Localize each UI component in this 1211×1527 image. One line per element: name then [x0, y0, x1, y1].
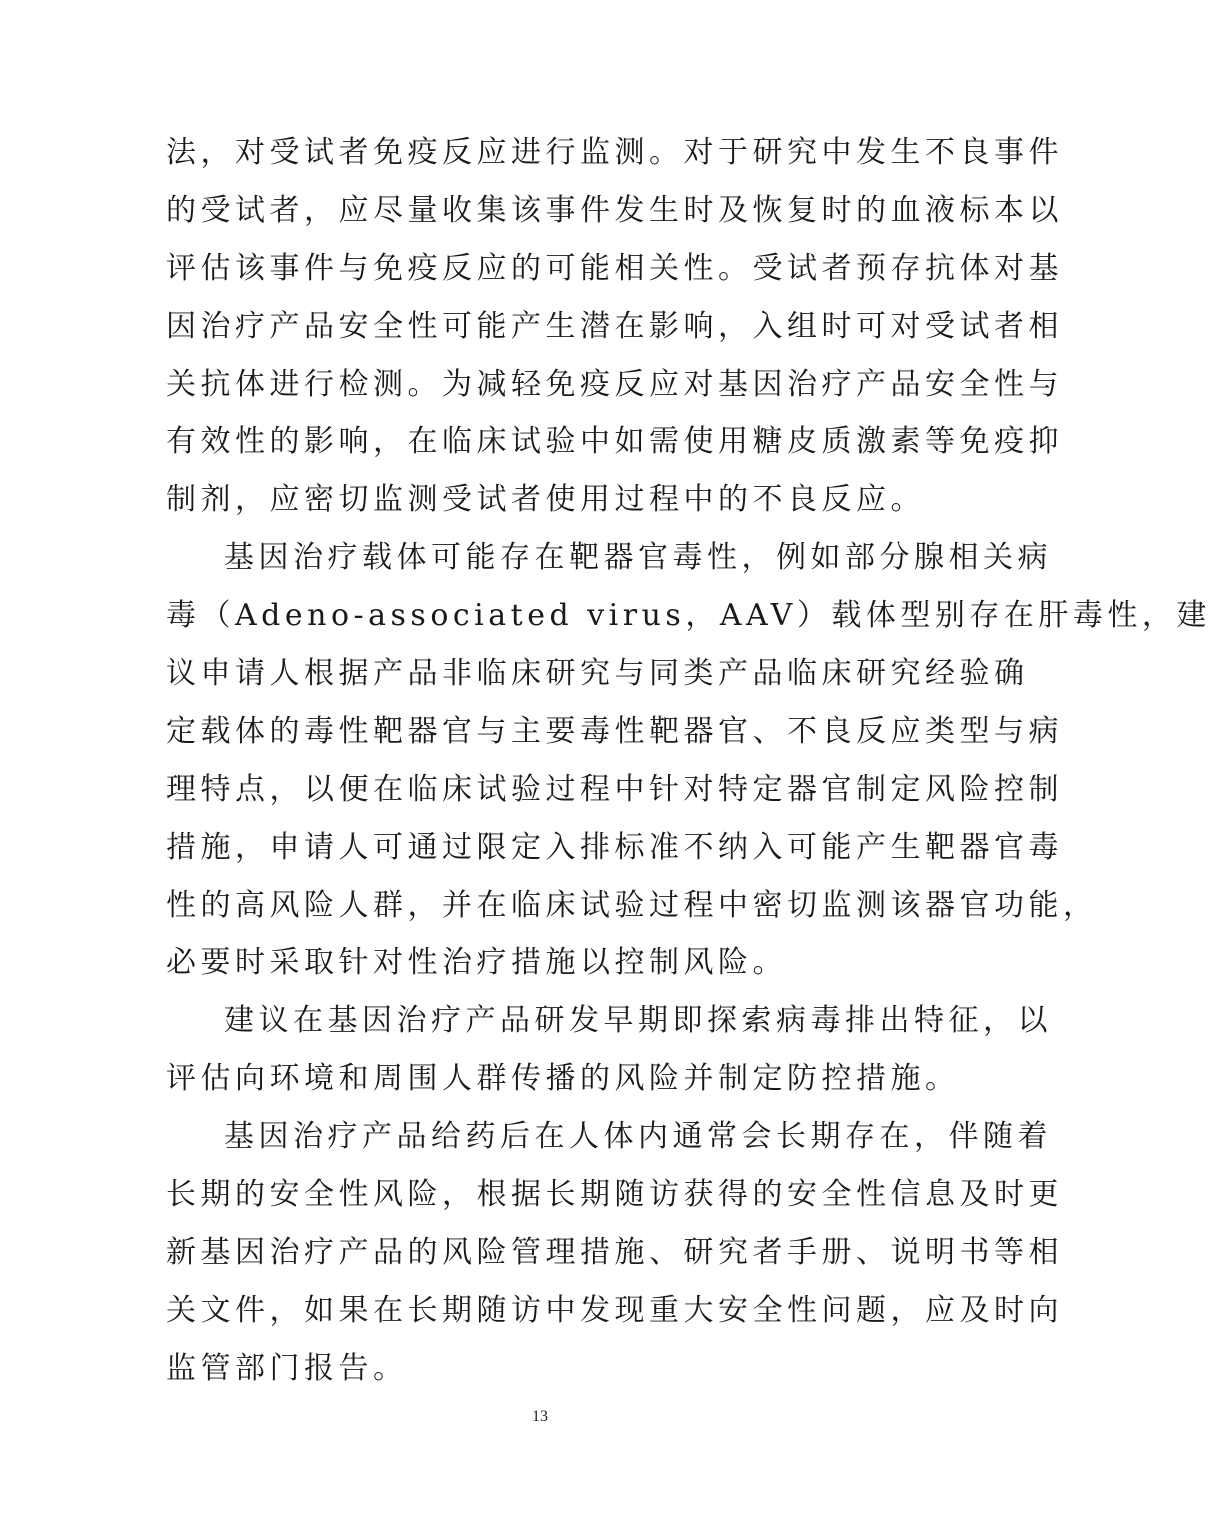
- text-line: 制剂，应密切监测受试者使用过程中的不良反应。: [166, 482, 925, 518]
- page-number: 13: [532, 1408, 548, 1425]
- text-line: 监管部门报告。: [166, 1350, 408, 1386]
- text-line: 定载体的毒性靶器官与主要毒性靶器官、不良反应类型与病: [166, 713, 1063, 749]
- text-line: 性的高风险人群，并在临床试验过程中密切监测该器官功能，: [166, 887, 1098, 923]
- text-line: 长期的安全性风险，根据长期随访获得的安全性信息及时更: [166, 1177, 1063, 1213]
- text-line: 的受试者，应尽量收集该事件发生时及恢复时的血液标本以: [166, 192, 1063, 228]
- text-line: 关抗体进行检测。为减轻免疫反应对基因治疗产品安全性与: [166, 366, 1063, 402]
- text-line: 理特点，以便在临床试验过程中针对特定器官制定风险控制: [166, 771, 1063, 807]
- text-line: 毒（Adeno-associated virus，AAV）载体型别存在肝毒性，建: [166, 598, 1211, 634]
- text-line: 评估向环境和周围人群传播的风险并制定防控措施。: [166, 1061, 960, 1097]
- text-line: 新基因治疗产品的风险管理措施、研究者手册、说明书等相: [166, 1234, 1063, 1270]
- text-line: 基因治疗载体可能存在靶器官毒性，例如部分腺相关病: [224, 540, 1052, 576]
- text-line: 措施，申请人可通过限定入排标准不纳入可能产生靶器官毒: [166, 829, 1063, 865]
- paragraph-target-organ-toxicity: [166, 529, 1211, 992]
- text-line: 法，对受试者免疫反应进行监测。对于研究中发生不良事件: [166, 135, 1063, 170]
- paragraph-virus-shedding: [166, 992, 1052, 1108]
- text-line: 基因治疗产品给药后在人体内通常会长期存在，伴随着: [224, 1119, 1052, 1155]
- text-line: 必要时采取针对性治疗措施以控制风险。: [166, 945, 787, 981]
- text-line: 有效性的影响，在临床试验中如需使用糖皮质激素等免疫抑: [166, 424, 1063, 460]
- text-line: 建议在基因治疗产品研发早期即探索病毒排出特征，以: [224, 1003, 1052, 1039]
- body-text: [166, 124, 1211, 1398]
- paragraph-immune-monitoring: [166, 124, 1063, 529]
- paragraph-long-term-follow-up: [166, 1108, 1063, 1397]
- text-line: 关文件，如果在长期随访中发现重大安全性问题，应及时向: [166, 1292, 1063, 1328]
- text-line: 评估该事件与免疫反应的可能相关性。受试者预存抗体对基: [166, 250, 1063, 286]
- text-line: 因治疗产品安全性可能产生潜在影响，入组时可对受试者相: [166, 308, 1063, 344]
- text-line: 议申请人根据产品非临床研究与同类产品临床研究经验确: [166, 656, 1029, 692]
